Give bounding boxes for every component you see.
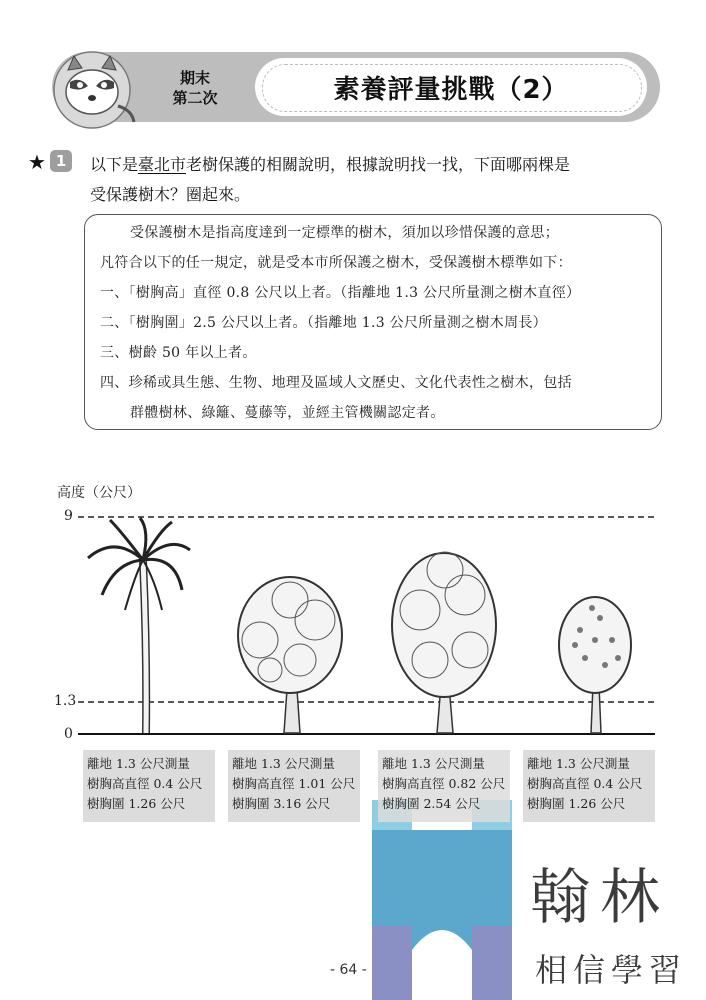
exam-label — [140, 60, 250, 116]
caption-1-line2: 樹胸高直徑 0.4 公尺 — [87, 776, 203, 791]
y-tick-1-3: 1.3 — [54, 693, 77, 709]
broadleaf-tree-2-icon — [392, 552, 496, 733]
caption-3-line1: 離地 1.3 公尺測量 — [382, 756, 485, 771]
question-prefix: 以下是 — [90, 155, 139, 174]
hanlin-logo-icon — [372, 800, 512, 1000]
tree-caption-2 — [228, 750, 360, 822]
question-number: 1 — [50, 150, 72, 172]
caption-1-line1: 離地 1.3 公尺測量 — [87, 756, 190, 771]
palm-tree-icon — [88, 518, 190, 733]
caption-4-line2: 樹胸高直徑 0.4 公尺 — [527, 776, 643, 791]
y-tick-0: 0 — [64, 726, 73, 742]
caption-2-line2: 樹胸高直徑 1.01 公尺 — [232, 776, 356, 791]
star-icon: ★ — [28, 150, 46, 174]
caption-4-line3: 樹胸圍 1.26 公尺 — [527, 796, 626, 811]
broadleaf-tree-1-icon — [238, 577, 342, 733]
tree-caption-4 — [523, 750, 655, 822]
caption-2-line3: 樹胸圍 3.16 公尺 — [232, 796, 331, 811]
question-text-line1 — [90, 152, 570, 175]
info-line-3: 一、「樹胸高」直徑 0.8 公尺以上者。（指離地 1.3 公尺所量測之樹木直徑） — [100, 285, 581, 301]
y-tick-9: 9 — [64, 508, 73, 524]
tree-height-chart — [0, 500, 706, 750]
y-axis-label: 高度（公尺） — [57, 485, 141, 501]
tree-caption-1 — [83, 750, 215, 822]
logo-slogan: 相信學習 — [535, 951, 688, 989]
info-line-7: 群體樹林、綠籬、蔓藤等，並經主管機關認定者。 — [130, 405, 445, 421]
info-line-4: 二、「樹胸圍」2.5 公尺以上者。（指離地 1.3 公尺所量測之樹木周長） — [100, 315, 547, 331]
info-line-2: 凡符合以下的任一規定，就是受本市所保護之樹木，受保護樹木標準如下： — [100, 255, 572, 271]
caption-1-line3: 樹胸圍 1.26 公尺 — [87, 796, 186, 811]
question-text-line2: 受保護樹木？圈起來。 — [90, 185, 251, 204]
caption-2-line1: 離地 1.3 公尺測量 — [232, 756, 335, 771]
info-line-5: 三、樹齡 50 年以上者。 — [100, 345, 257, 361]
caption-4-line1: 離地 1.3 公尺測量 — [527, 756, 630, 771]
question-suffix: 老樹保護的相關說明，根據說明找一找，下面哪兩棵是 — [186, 155, 571, 174]
exam-label-line2: 第二次 — [172, 89, 218, 107]
tree-caption-3 — [378, 750, 510, 822]
question-place: 臺北市 — [138, 155, 187, 174]
caption-3-line2: 樹胸高直徑 0.82 公尺 — [382, 776, 506, 791]
raccoon-mascot-icon — [48, 48, 140, 132]
page-title: 素養評量挑戰（2） — [333, 74, 569, 105]
info-line-6: 四、珍稀或具生態、生物、地理及區域人文歷史、文化代表性之樹木，包括 — [100, 375, 572, 391]
info-line-1: 受保護樹木是指高度達到一定標準的樹木，須加以珍惜保護的意思； — [130, 225, 559, 241]
exam-label-line1: 期末 — [179, 69, 210, 87]
caption-3-line3: 樹胸圍 2.54 公尺 — [382, 796, 481, 811]
page-number: - 64 - — [330, 962, 367, 978]
small-tree-icon — [559, 597, 631, 733]
logo-text: 翰林 — [530, 863, 670, 933]
